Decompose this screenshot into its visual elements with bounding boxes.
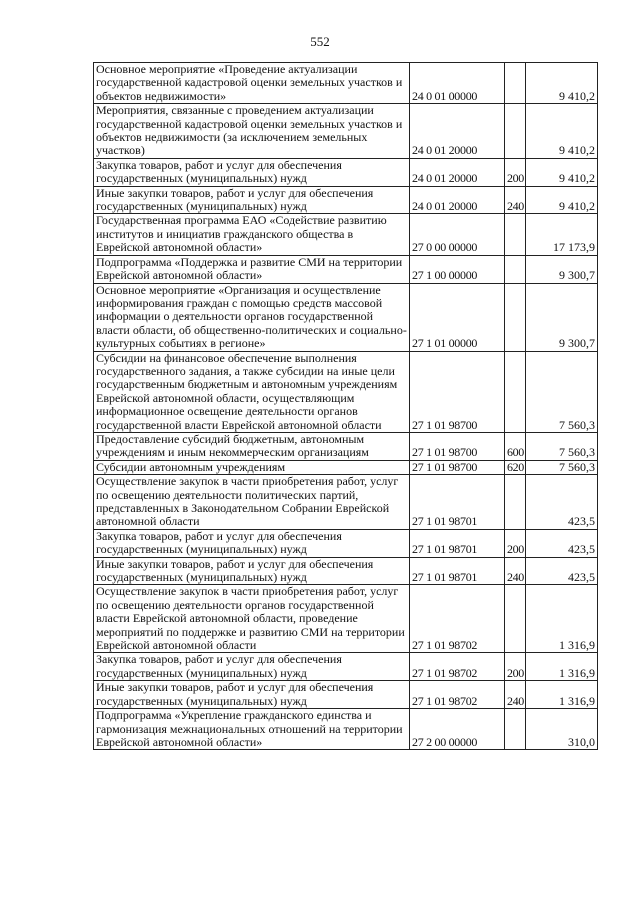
- row-amount: 9 410,2: [526, 63, 598, 104]
- row-amount: 1 316,9: [526, 585, 598, 653]
- budget-table: [93, 62, 598, 750]
- row-name: Иные закупки товаров, работ и услуг для обеспечения государственных (муниципальных) нужд: [94, 681, 410, 709]
- row-amount: 7 560,3: [526, 432, 598, 460]
- table-row: [94, 585, 598, 653]
- row-target-code: 24 0 01 20000: [410, 104, 505, 159]
- row-expense-type: 200: [505, 529, 526, 557]
- row-target-code: 27 1 01 98702: [410, 585, 505, 653]
- row-name: Основное мероприятие «Проведение актуализации государственной кадастровой оценки земельных участков и объектов недвижимости»: [94, 63, 410, 104]
- row-amount: 7 560,3: [526, 351, 598, 432]
- row-amount: 310,0: [526, 709, 598, 750]
- row-name: Подпрограмма «Поддержка и развитие СМИ на территории Еврейской автономной области»: [94, 255, 410, 283]
- row-amount: 9 410,2: [526, 104, 598, 159]
- table-row: [94, 104, 598, 159]
- row-target-code: 27 1 01 00000: [410, 283, 505, 351]
- table-row: [94, 255, 598, 283]
- row-name: Закупка товаров, работ и услуг для обеспечения государственных (муниципальных) нужд: [94, 158, 410, 186]
- budget-table-body: [94, 63, 598, 750]
- table-row: [94, 709, 598, 750]
- row-expense-type: [505, 214, 526, 255]
- table-row: [94, 681, 598, 709]
- row-target-code: 27 1 01 98700: [410, 432, 505, 460]
- row-amount: 423,5: [526, 475, 598, 530]
- row-amount: 9 410,2: [526, 186, 598, 214]
- row-name: Мероприятия, связанные с проведением актуализации государственной кадастровой оценки земельных участков и объектов недвижимости (за исключением земельных участков): [94, 104, 410, 159]
- row-amount: 423,5: [526, 529, 598, 557]
- row-target-code: 24 0 01 20000: [410, 158, 505, 186]
- row-amount: 9 300,7: [526, 283, 598, 351]
- row-expense-type: [505, 709, 526, 750]
- table-row: [94, 214, 598, 255]
- row-target-code: 27 1 00 00000: [410, 255, 505, 283]
- row-expense-type: [505, 255, 526, 283]
- row-target-code: 27 1 01 98700: [410, 351, 505, 432]
- row-amount: 7 560,3: [526, 460, 598, 474]
- table-row: [94, 653, 598, 681]
- row-name: Закупка товаров, работ и услуг для обеспечения государственных (муниципальных) нужд: [94, 529, 410, 557]
- row-expense-type: 240: [505, 557, 526, 585]
- row-amount: 9 300,7: [526, 255, 598, 283]
- row-expense-type: [505, 104, 526, 159]
- table-row: [94, 351, 598, 432]
- row-expense-type: 600: [505, 432, 526, 460]
- row-target-code: 27 1 01 98701: [410, 475, 505, 530]
- row-target-code: 27 1 01 98701: [410, 557, 505, 585]
- row-expense-type: [505, 585, 526, 653]
- row-expense-type: 240: [505, 186, 526, 214]
- row-amount: 423,5: [526, 557, 598, 585]
- row-expense-type: [505, 475, 526, 530]
- row-name: Субсидии автономным учреждениям: [94, 460, 410, 474]
- row-name: Иные закупки товаров, работ и услуг для обеспечения государственных (муниципальных) нужд: [94, 557, 410, 585]
- row-name: Субсидии на финансовое обеспечение выполнения государственного задания, а также субсидии на иные цели государственным бюджетным и автономным учреждениям Еврейской автономной области, осуществляющим информационное освещение деятельности органов государственной власти Еврейской автономной области: [94, 351, 410, 432]
- table-row: [94, 557, 598, 585]
- row-expense-type: [505, 283, 526, 351]
- row-expense-type: 620: [505, 460, 526, 474]
- page-number: 552: [310, 34, 330, 49]
- row-target-code: 27 1 01 98700: [410, 460, 505, 474]
- row-expense-type: 200: [505, 653, 526, 681]
- row-target-code: 27 1 01 98702: [410, 653, 505, 681]
- row-name: Осуществление закупок в части приобретения работ, услуг по освещению деятельности органов государственной власти Еврейской автономной области, проведение мероприятий по поддержке и развитию СМИ на территории Еврейской автономной области: [94, 585, 410, 653]
- table-row: [94, 432, 598, 460]
- row-name: Подпрограмма «Укрепление гражданского единства и гармонизация межнациональных отношений на территории Еврейской автономной области»: [94, 709, 410, 750]
- table-row: [94, 283, 598, 351]
- row-target-code: 24 0 01 00000: [410, 63, 505, 104]
- row-name: Закупка товаров, работ и услуг для обеспечения государственных (муниципальных) нужд: [94, 653, 410, 681]
- table-row: [94, 529, 598, 557]
- table-row: [94, 475, 598, 530]
- row-name: Государственная программа ЕАО «Содействие развитию институтов и инициатив гражданского общества в Еврейской автономной области»: [94, 214, 410, 255]
- row-amount: 1 316,9: [526, 681, 598, 709]
- row-target-code: 27 1 01 98701: [410, 529, 505, 557]
- table-row: [94, 186, 598, 214]
- row-expense-type: 240: [505, 681, 526, 709]
- row-name: Осуществление закупок в части приобретения работ, услуг по освещению деятельности политических партий, представленных в Законодательном Собрании Еврейской автономной области: [94, 475, 410, 530]
- row-amount: 17 173,9: [526, 214, 598, 255]
- row-name: Иные закупки товаров, работ и услуг для обеспечения государственных (муниципальных) нужд: [94, 186, 410, 214]
- row-target-code: 24 0 01 20000: [410, 186, 505, 214]
- row-target-code: 27 0 00 00000: [410, 214, 505, 255]
- row-expense-type: [505, 63, 526, 104]
- table-row: [94, 460, 598, 474]
- row-amount: 9 410,2: [526, 158, 598, 186]
- row-name: Предоставление субсидий бюджетным, автономным учреждениям и иным некоммерческим организациям: [94, 432, 410, 460]
- row-expense-type: [505, 351, 526, 432]
- row-target-code: 27 2 00 00000: [410, 709, 505, 750]
- row-expense-type: 200: [505, 158, 526, 186]
- table-row: [94, 63, 598, 104]
- row-name: Основное мероприятие «Организация и осуществление информирования граждан с помощью средств массовой информации о деятельности органов государственной власти области, об общественно-политических и социально-культурных событиях в регионе»: [94, 283, 410, 351]
- table-row: [94, 158, 598, 186]
- row-amount: 1 316,9: [526, 653, 598, 681]
- row-target-code: 27 1 01 98702: [410, 681, 505, 709]
